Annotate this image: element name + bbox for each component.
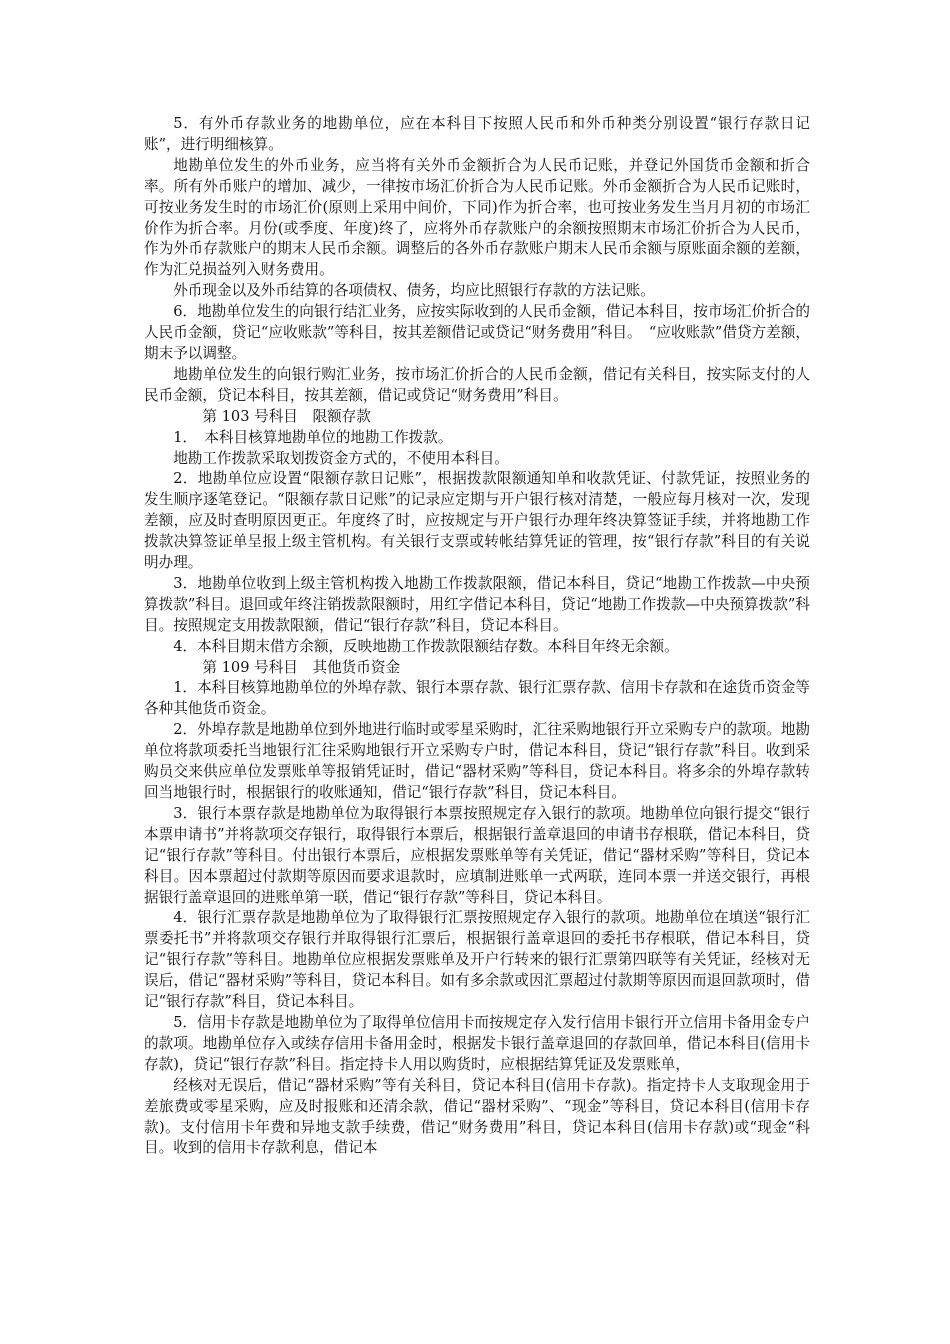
paragraph-5-foreign-currency: 5．有外币存款业务的地勘单位，应在本科目下按照人民币和外币种类分别设置“银行存款日记账”，进行明细核算。 bbox=[144, 115, 810, 153]
paragraph-109-5: 5．信用卡存款是地勘单位为了取得单位信用卡而按规定存入发行信用卡银行开立信用卡备用金专户的款项。地勘单位存入或续存信用卡备用金时，根据发卡银行盖章退回的存款回单，借记本科目(信用卡存款)，贷记“银行存款”科目。指定持卡人用以购货时，应根据结算凭证及发票账单， bbox=[144, 1013, 811, 1073]
paragraph-foreign-cash: 外币现金以及外币结算的各项债权、债务，均应比照银行存款的方法记账。 bbox=[173, 282, 655, 300]
paragraph-103-4: 4．本科目期末借方余额，反映地勘工作拨款限额结存数。本科目年终无余额。 bbox=[173, 637, 679, 655]
paragraph-109-3: 3．银行本票存款是地勘单位为取得银行本票按照规定存入银行的款项。地勘单位向银行提交“银行本票申请书”并将款项交存银行，取得银行本票后，根据银行盖章退回的申请书存根联，借记本科目，贷记“银行存款”等科目。付出银行本票后，应根据发票账单等有关凭证，借记“器材采购”等科目，贷记本科目。因本票超过付款期等原因而要求退款时，应填制进账单一式两联，连同本票一并送交银行，再根据银行盖章退回的进账单第一联，借记“银行存款”等科目，贷记本科目。 bbox=[144, 804, 810, 906]
paragraph-109-4: 4．银行汇票存款是地勘单位为了取得银行汇票按照规定存入银行的款项。地勘单位在填送“银行汇票委托书”并将款项交存银行并取得银行汇票后，根据银行盖章退回的委托书存根联，借记本科目，贷记“银行存款”等科目。地勘单位应根据发票账单及开户行转来的银行汇票第四联等有关凭证，经核对无误后，借记“器材采购”等科目，贷记本科目。如有多余款或因汇票超过付款期等原因而退回款项时，借记“银行存款”科目，贷记本科目。 bbox=[144, 909, 810, 1011]
paragraph-6-settlement: 6．地勘单位发生的向银行结汇业务，应按实际收到的人民币金额，借记本科目，按市场汇价折合的人民币金额，贷记“应收账款”等科目，按其差额借记或贷记“财务费用”科目。 “应收账款”借贷方差额，期末予以调整。 bbox=[144, 303, 811, 362]
paragraph-109-5-continued: 经核对无误后，借记“器材采购”等有关科目，贷记本科目(信用卡存款)。指定持卡人支取现金用于差旅费或零星采购，应及时报账和还清余款，借记“器材采购”、“现金”等科目，贷记本科目(信用卡存款)。支付信用卡年费和异地支款手续费，借记“财务费用”科目，贷记本科目(信用卡存款)或“现金“科目。收到的信用卡存款利息，借记本 bbox=[144, 1076, 810, 1157]
section-heading-103: 第 103 号科目 限额存款 bbox=[202, 407, 371, 425]
paragraph-109-2: 2．外埠存款是地勘单位到外地进行临时或零星采购时，汇往采购地银行开立采购专户的款项。地勘单位将款项委托当地银行汇往采购地银行开立采购专户时，借记本科目，贷记“银行存款”科目。收到采购员交来供应单位发票账单等报销凭证时，借记“器材采购”等科目，贷记本科目。将多余的外埠存款转回当地银行时，根据银行的收账通知，借记“银行存款”科目，贷记本科目。 bbox=[144, 721, 811, 801]
paragraph-103-note: 地勘工作拨款采取划拨资金方式的，不使用本科目。 bbox=[173, 449, 509, 467]
paragraph-103-2: 2．地勘单位应设置“限额存款日记账”，根据拨款限额通知单和收款凭证、付款凭证，按照业务的发生顺序逐笔登记。“限额存款日记账”的记录应定期与开户银行核对清楚，一般应每月核对一次，发现差额，应及时查明原因更正。年度终了时，应按规定与开户银行办理年终决算签证手续，并将地勘工作拨款决算签证单呈报上级主管机构。有关银行支票或转帐结算凭证的管理，按“银行存款”科目的有关说明办理。 bbox=[144, 470, 810, 572]
paragraph-foreign-business: 地勘单位发生的外币业务，应当将有关外币金额折合为人民币记账，并登记外国货币金额和折合率。所有外币账户的增加、减少，一律按市场汇价折合为人民币记账。外币金额折合为人民币记账时，可按业务发生时的市场汇价(原则上采用中间价，下同)作为折合率，也可按业务发生当月月初的市场汇价作为折合率。月份(或季度、年度)终了，应将外币存款账户的余额按照期末市场汇价折合为人民币，作为外币存款账户的期末人民币余额。调整后的各外币存款账户期末人民币余额与原账面余额的差额，作为汇兑损益列入财务费用。 bbox=[144, 156, 810, 279]
document-body bbox=[144, 114, 810, 1159]
paragraph-103-3: 3．地勘单位收到上级主管机构拨入地勘工作拨款限额，借记本科目，贷记“地勘工作拨款—中央预算拨款”科目。退回或年终注销拨款限额时，用红字借记本科目，贷记“地勘工作拨款—中央预算拨款”科目。按照规定支用拨款限额，借记“银行存款”科目，贷记本科目。 bbox=[144, 574, 810, 634]
paragraph-109-1: 1．本科目核算地勘单位的外埠存款、银行本票存款、银行汇票存款、信用卡存款和在途货币资金等各种其他货币资金。 bbox=[144, 679, 811, 718]
section-heading-109: 第 109 号科目 其他货币资金 bbox=[202, 658, 401, 676]
paragraph-purchase-fx: 地勘单位发生的向银行购汇业务，按市场汇价折合的人民币金额，借记有关科目，按实际支付的人民币金额，贷记本科目，按其差额，借记或贷记“财务费用”科目。 bbox=[144, 365, 810, 404]
paragraph-103-1: 1． 本科目核算地勘单位的地勘工作拨款。 bbox=[173, 428, 453, 446]
